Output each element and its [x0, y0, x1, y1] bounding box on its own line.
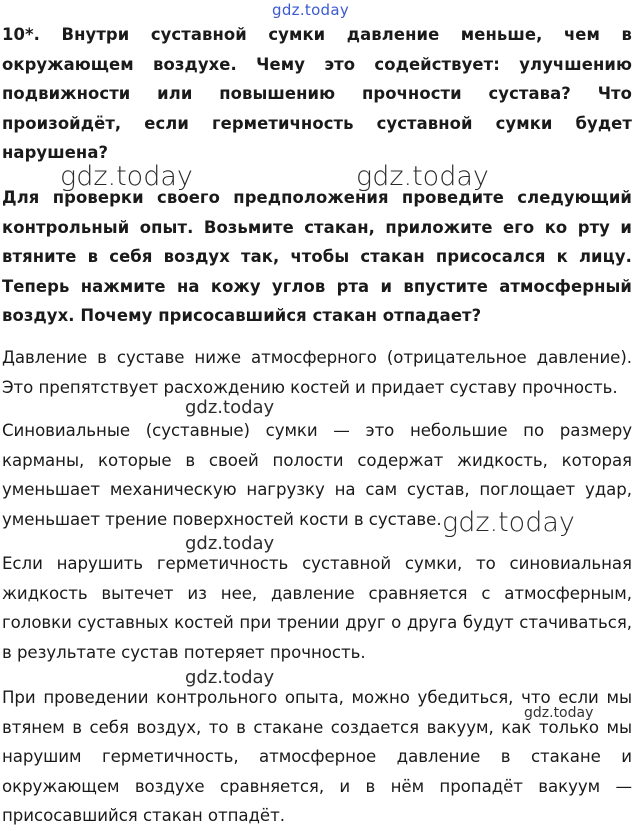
- watermark-big-lower: gdz.today: [442, 507, 575, 538]
- watermark-right: gdz.today: [356, 161, 489, 192]
- question-intro: 10*. Внутри суставной сумки давление меньше, чем в окружающем воздухе. Чему это содействует: улучшению подвижности или повышению прочности сустава? Что произойдёт, если герметичность суставной сумки будет нарушена?: [2, 25, 632, 162]
- watermark-mid-3: gdz.today: [185, 667, 275, 688]
- watermark-mid-2: gdz.today: [185, 533, 275, 554]
- answer-paragraph-2: Синовиальные (суставные) сумки — это небольшие по размеру карманы, которые в своей полости содержат жидкость, которая уменьшает механическую нагрузку на сам сустав, поглощает удар, уменьшает трение поверхностей кости в суставе.: [2, 421, 632, 529]
- watermark-top: gdz.today: [272, 1, 350, 19]
- answer-paragraph-4: При проведении контрольного опыта, можно убедиться, что если мы втянем в себя воздух, то в стакане создается вакуум, как только мы нарушим герметичность, атмосферное давление в стакане и окружающем воздухе сравняется, и в нём пропадёт вакуум — присосавшийся стакан отпадёт.: [2, 688, 632, 826]
- answer-paragraph-1: Давление в суставе ниже атмосферного (отрицательное давление). Это препятствует расхождению костей и придает суставу прочность.: [2, 348, 632, 397]
- watermark-mid-1: gdz.today: [185, 397, 275, 418]
- watermark-small: gdz.today: [524, 705, 594, 721]
- answer-paragraph-3: Если нарушить герметичность суставной сумки, то синовиальная жидкость вытечет из нее, давление сравняется с атмосферным, головки суставных костей при трении друг о друга будут стачиваться, в результате сустав потеряет прочность.: [2, 554, 632, 662]
- watermark-left: gdz.today: [60, 161, 193, 192]
- question-task: Для проверки своего предположения проведите следующий контрольный опыт. Возьмите стакан, приложите его ко рту и втяните в себя воздух так, чтобы стакан присосался к лицу. Теперь нажмите на кожу углов рта и впустите атмосферный воздух. Почему присосавшийся стакан отпадает?: [2, 188, 632, 325]
